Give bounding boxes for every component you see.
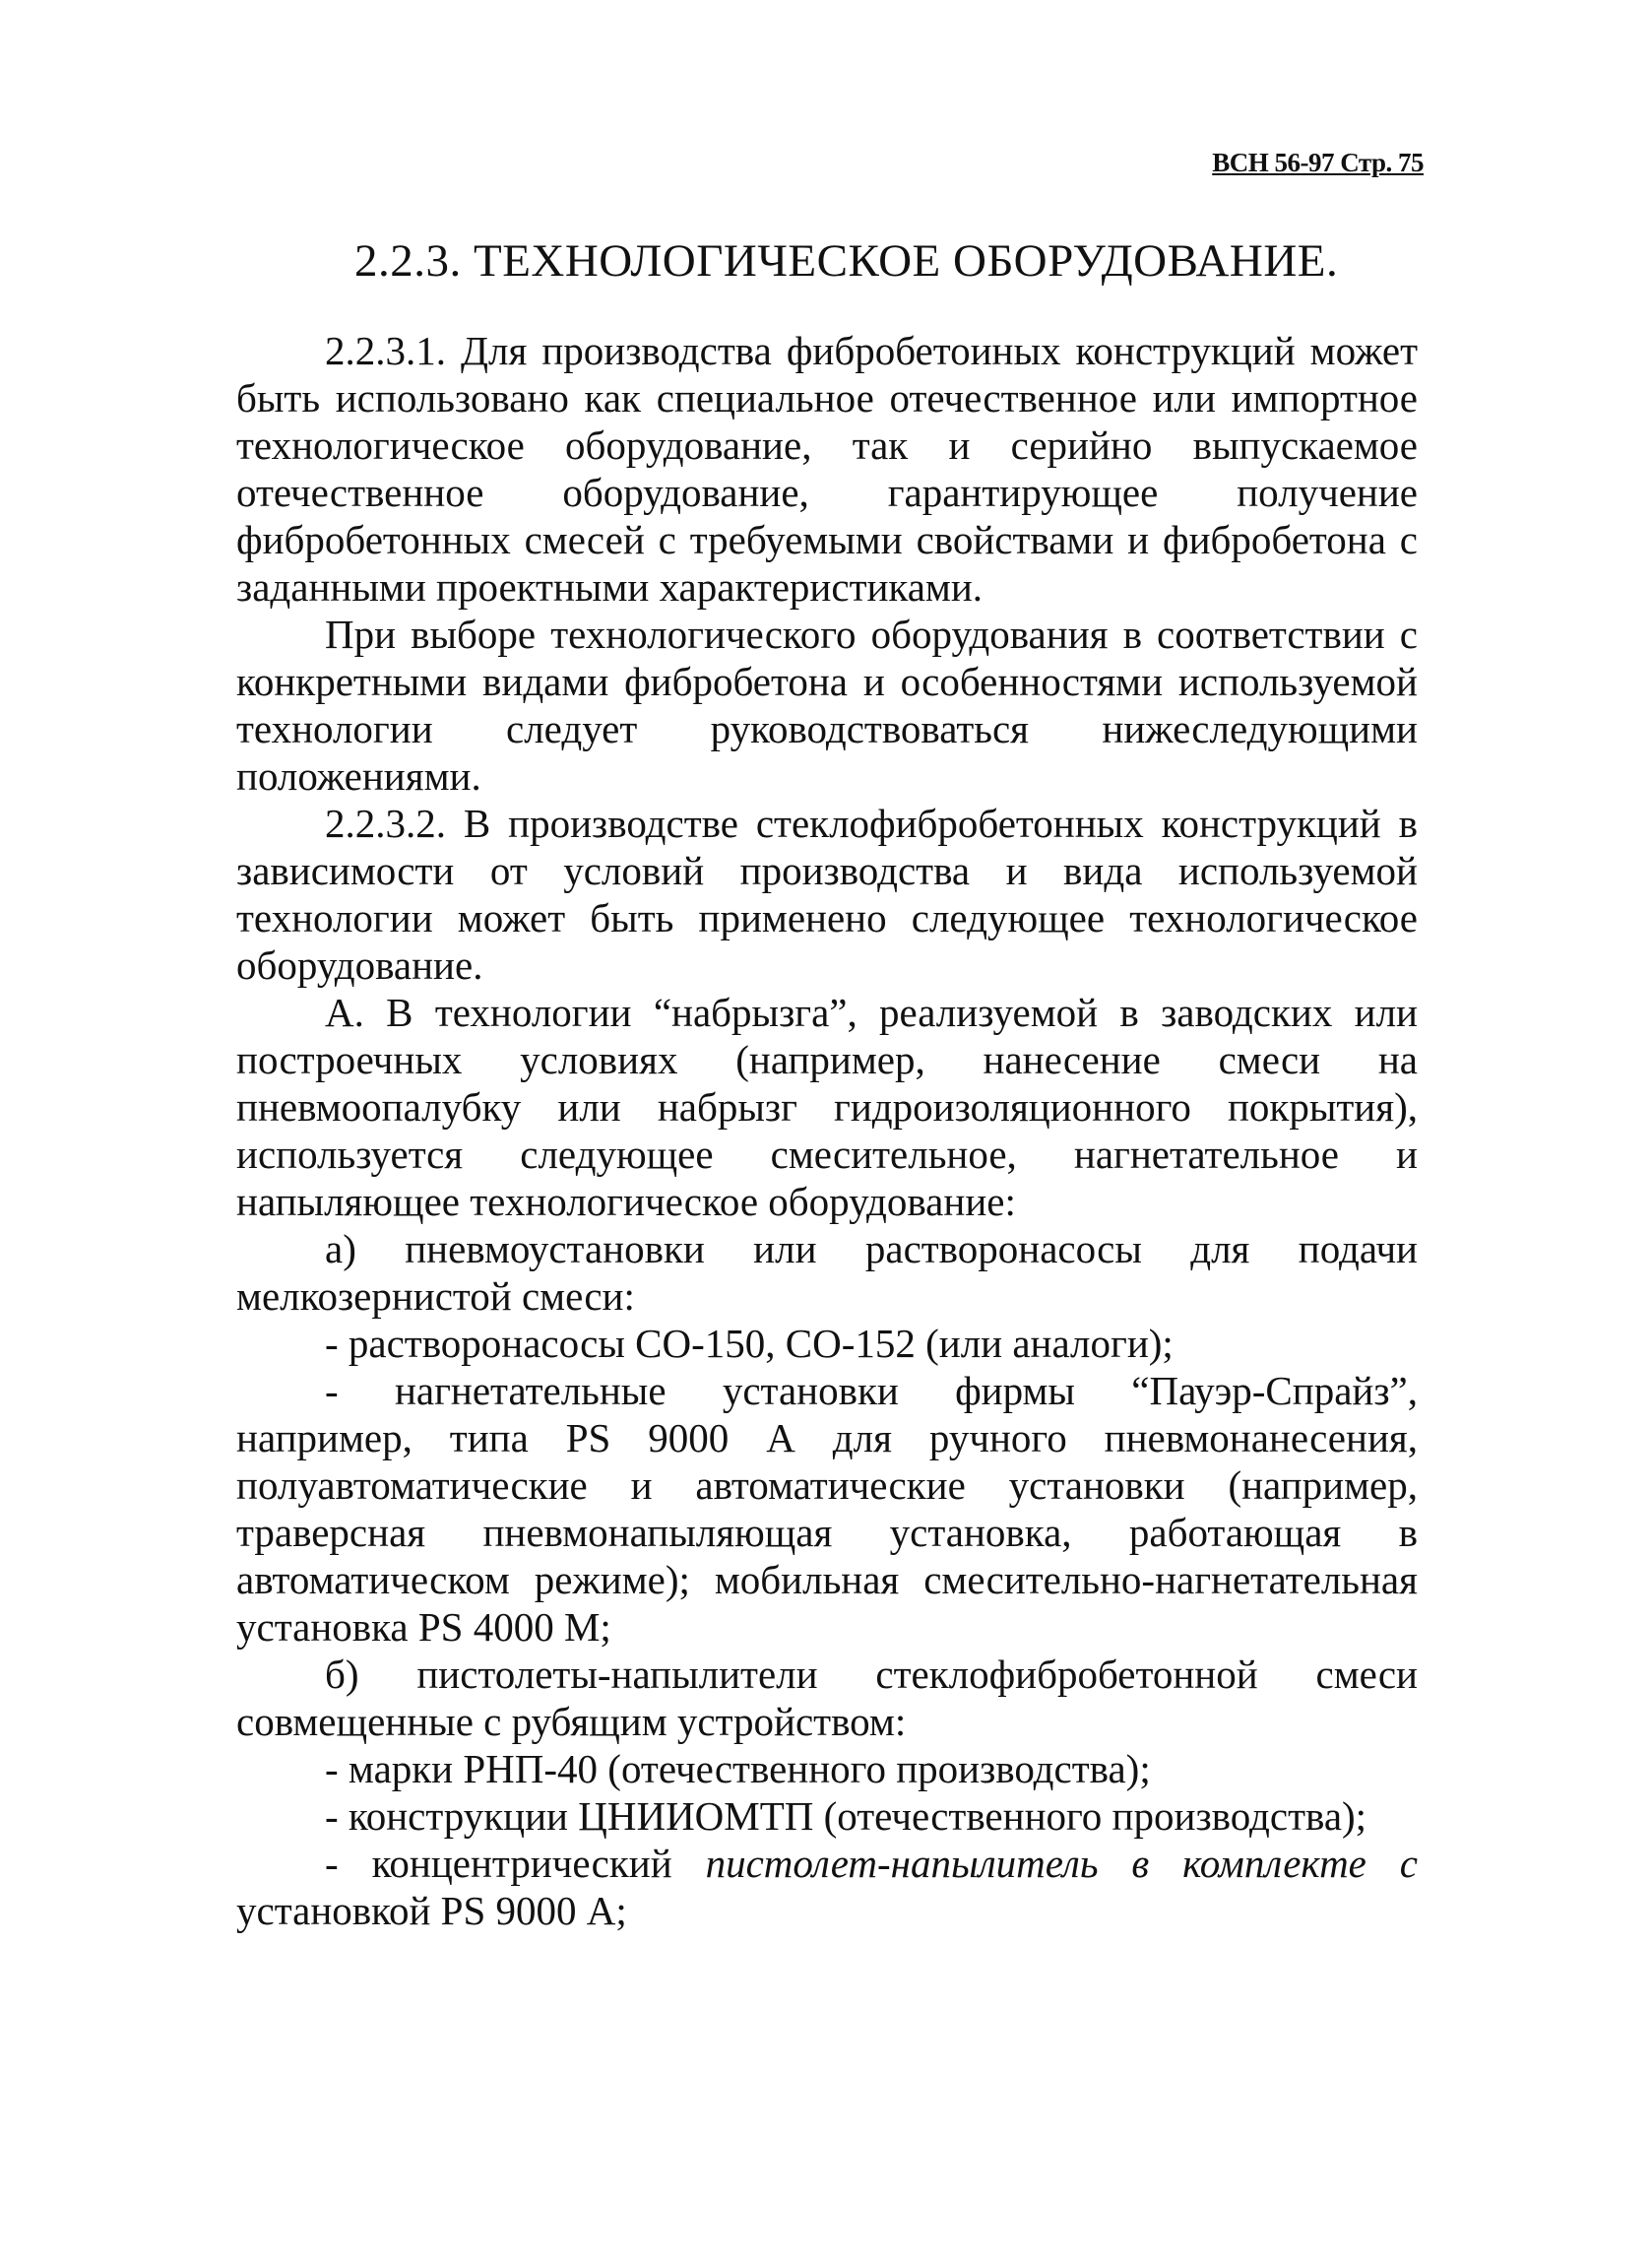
list-item-cniiomtp: - конструкции ЦНИИОМТП (отечественного производства);: [325, 1793, 1367, 1839]
section-title: 2.2.3. ТЕХНОЛОГИЧЕСКОЕ ОБОРУДОВАНИЕ.: [354, 235, 1339, 287]
concentric-gun-lead: - концентрический: [325, 1841, 706, 1886]
paragraph-2-2-3-2: 2.2.3.2. В производстве стеклофибробетонных конструкций в зависимости от условий производства и вида используемой технологии может быть применено следующее технологическое оборудование.: [236, 801, 1418, 988]
list-item-mortar-pumps: - растворонасосы СО-150, СО-152 (или аналоги);: [325, 1321, 1174, 1366]
concentric-gun-tail: установкой PS 9000 А;: [236, 1888, 627, 1933]
list-item-injection-units: - нагнетательные установки фирмы “Пауэр-Спрайз”, например, типа PS 9000 А для ручного пневмонанесения, полуавтоматические и автоматические установки (например, траверсная пневмонапыляющая установка, работающая в автоматическом режиме); мобильная смесительно-нагнетательная установка PS 4000 М;: [236, 1368, 1418, 1650]
list-item-b: б) пистолеты-напылители стеклофибробетонной смеси совмещенные с рубящим устройством:: [236, 1652, 1418, 1744]
paragraph-2-2-3-1: 2.2.3.1. Для производства фибробетоиных конструкций может быть использовано как специальное отечественное или импортное технологическое оборудование, так и серийно выпускаемое отечественное оборудование, гарантирующее получение фибробетонных смесей с требуемыми свойствами и фибробетона с заданными проектными характеристиками.: [236, 328, 1418, 610]
list-item-rnp-40: - марки РНП-40 (отечественного производства);: [325, 1746, 1151, 1791]
body-text: [236, 327, 1418, 1934]
list-item-a: а) пневмоустановки или растворонасосы для подачи мелкозернистой смеси:: [236, 1226, 1418, 1319]
document-reference: ВСН 56-97 Стр. 75: [1212, 148, 1424, 177]
paragraph-equipment-choice: При выборе технологического оборудования в соответствии с конкретными видами фибробетона и особенностями используемой технологии следует руководствоваться нижеследующими положениями.: [236, 612, 1418, 799]
list-item-concentric-gun: [236, 1840, 1418, 1934]
concentric-gun-italic: пистолет-напылитель в комплекте с: [705, 1841, 1418, 1886]
paragraph-spray-technology: А. В технологии “набрызга”, реализуемой в заводских или построечных условиях (например, нанесение смеси на пневмоопалубку или набрызг гидроизоляционного покрытия), используется следующее смесительное, нагнетательное и напыляющее технологическое оборудование:: [236, 990, 1418, 1224]
